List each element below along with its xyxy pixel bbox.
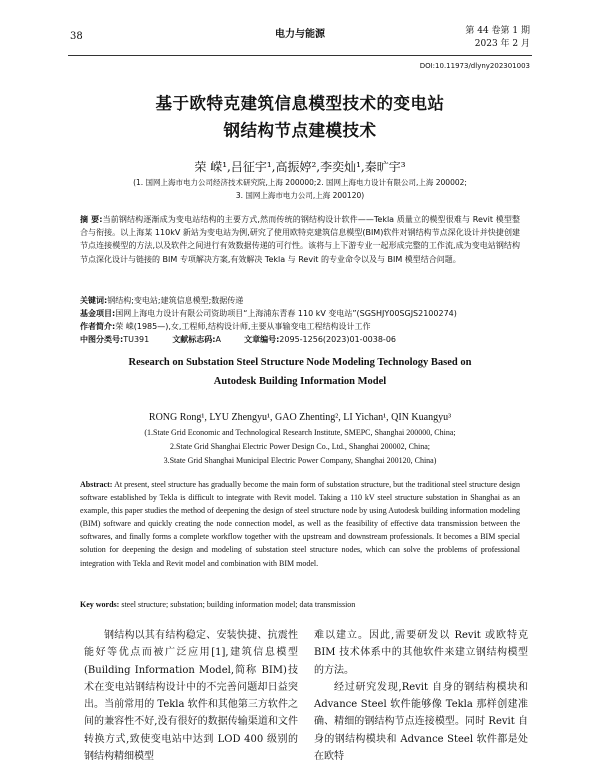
code-value: A <box>215 335 221 344</box>
abstract-cn-text: 当前钢结构逐渐成为变电站结构的主要方式,然而传统的钢结构设计软件——Tekla 质量立的模型很难与 Revit 模型整合与衔接。以上海某 110kV 新站为变电站为例,研究了使用欧特克建筑信息模型(BIM)软件对钢结构节点深化设计并快捷创建节点连接模型的方法,以及软件之间进行有效数据传递的可行性。该将与上下游专业一起形成完整的工作流,成为变电站钢结构节点深化设计与链接的 BIM 专项解决方案,有效解决 Tekla 与 Revit 的专业命令以及与 BIM 模型结合问题。 <box>80 215 521 264</box>
body-left-paragraph: 钢结构以其有结构稳定、安装快捷、抗震性能好等优点而被广泛应用[1],建筑信息模型(Building Information Model,简称 BIM)技术在变电站钢结构设计中的不完善问题却日益突出。当前常用的 Tekla 软件和其他第三方软件之间的兼容性不好,没有很好的数据传输渠道和文件转换方式,致使变电站中达到 LOD 400 级别的钢结构精细模型 <box>84 630 298 763</box>
fund-cn <box>80 308 520 319</box>
title-en-line2: Autodesk Building Information Model <box>213 376 387 387</box>
abstract-en-label: Abstract: <box>80 480 113 489</box>
authors-cn: 荣 嵘¹,吕征宇¹,高振婷²,李奕灿¹,秦旷宇³ <box>194 160 406 174</box>
author-intro-label: 作者简介: <box>80 322 116 331</box>
authors-en: RONG Rong¹, LYU Zhengyu¹, GAO Zhenting², LI Yichan¹, QIN Kuangyu³ <box>148 412 452 423</box>
article-value: 2095-1256(2023)01-0038-06 <box>279 335 396 344</box>
classification-cn <box>80 334 520 345</box>
issue-info <box>465 25 530 51</box>
page-number: 38 <box>70 31 83 42</box>
keywords-en-label: Key words: <box>80 600 120 609</box>
author-intro-cn <box>80 321 520 332</box>
issue-date: 2023 年 2 月 <box>474 39 530 49</box>
body-column-left <box>84 627 298 765</box>
title-en-line1: Research on Substation Steel Structure Node Modeling Technology Based on <box>128 357 472 368</box>
volume-issue: 第 44 卷第 1 期 <box>465 26 530 36</box>
code-label: 文献标志码: <box>172 335 216 344</box>
title-cn-line1: 基于欧特克建筑信息模型技术的变电站 <box>155 94 445 113</box>
abstract-cn <box>80 213 520 266</box>
abstract-en-text: At present, steel structure has gradually become the main form of substation structure, but the traditional steel structure design software established by Tekla is difficult to integrate with Revit model. Taking a 110 kV steel structure substation in Shanghai as an example, this paper studies the method of deepening the design of steel structure node by using Autodesk building information modeling (BIM) software and quickly creating the node connection model, as well as the feasibility of effective data transmission between the softwares, and finally forms a complete workflow together with the upstream and downstream professionals. It becomes a BIM special solution for deepening the design and modeling of substation steel structure nodes, which can solve the problems of professional integration with Tekla and Revit model and combination with BIM model. <box>80 480 521 568</box>
body-column-right <box>314 627 528 765</box>
article-label: 文章编号: <box>244 335 280 344</box>
body-right-paragraph-2: 经过研究发现,Revit 自身的钢结构模块和 Advance Steel 软件能够像 Tekla 那样创建准确、精细的钢结构节点连接模型。同时 Revit 自身的钢结构模块和 Advance Steel 软件都是处在欧特 <box>314 681 528 763</box>
doi: DOI:10.11973/dlyny202301003 <box>419 62 530 70</box>
affiliation-cn-1: (1. 国网上海市电力公司经济技术研究院,上海 200000;2. 国网上海电力设计有限公司,上海 200002; <box>133 178 467 187</box>
keywords-en <box>80 600 520 609</box>
keywords-cn <box>80 295 520 306</box>
fund-cn-text: 国网上海电力设计有限公司资助项目“上海浦东青春 110 kV 变电站”(SGSHJY00SGJS2100274) <box>115 309 457 318</box>
header-rule <box>68 55 532 56</box>
affiliation-en-1: (1.State Grid Economic and Technological Research Institute, SMEPC, Shanghai 200000, China; <box>144 428 456 437</box>
keywords-cn-label: 关键词: <box>80 296 108 305</box>
body-right-paragraph-1: 难以建立。因此,需要研发以 Revit 或欧特克 BIM 技术体系中的其他软件来建立钢结构模型的方法。 <box>314 630 528 676</box>
abstract-en <box>80 478 520 570</box>
clc-label: 中图分类号: <box>80 335 124 344</box>
affiliation-en-3: 3.State Grid Shanghai Municipal Electric Power Company, Shanghai 200120, China) <box>163 456 437 465</box>
keywords-en-text: steel structure; substation; building information model; data transmission <box>121 600 356 609</box>
title-cn-line2: 钢结构节点建模技术 <box>223 121 377 140</box>
clc-value: TU391 <box>123 335 150 344</box>
affiliation-en-2: 2.State Grid Shanghai Electric Power Design Co., Ltd., Shanghai 200002, China; <box>170 442 430 451</box>
fund-cn-label: 基金项目: <box>80 309 116 318</box>
author-intro-text: 荣 嵘(1985—),女,工程师,结构设计师,主要从事输变电工程结构设计工作 <box>115 322 371 331</box>
keywords-cn-text: 钢结构;变电站;建筑信息模型;数据传递 <box>107 296 244 305</box>
abstract-cn-label: 摘 要: <box>80 215 103 224</box>
affiliation-cn-2: 3. 国网上海市电力公司,上海 200120) <box>235 191 365 200</box>
journal-name: 电力与能源 <box>275 29 325 40</box>
